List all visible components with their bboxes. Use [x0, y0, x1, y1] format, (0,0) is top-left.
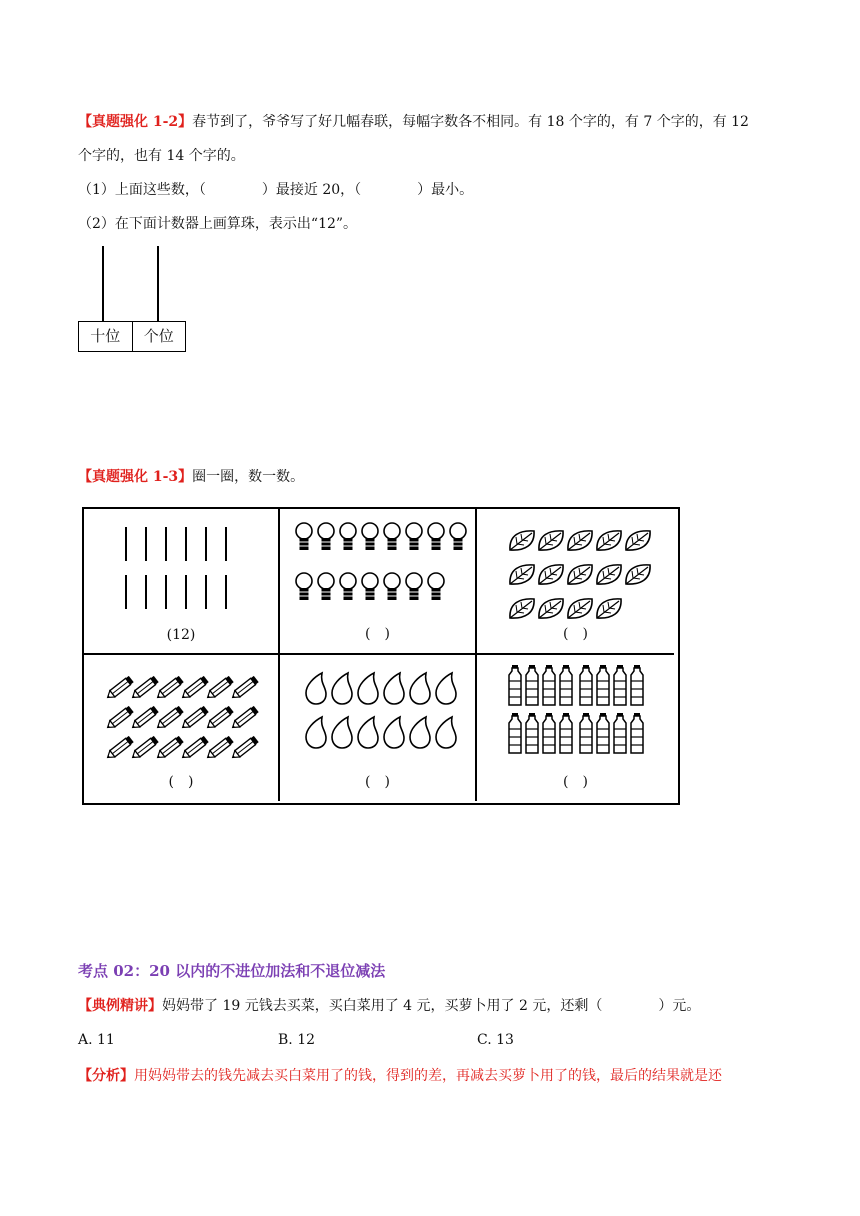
q12-line2: 个字的，也有 14 个字的。: [78, 148, 245, 164]
example-line: [78, 996, 700, 1016]
ones-label: 个位: [132, 322, 186, 351]
q13-tag: 【真题强化 1-3】: [78, 469, 193, 485]
cell-bulbs: [280, 509, 477, 655]
analysis-tag: 【分析】: [78, 1068, 134, 1084]
section-title: 考点 02：20 以内的不进位加法和不退位减法: [78, 962, 386, 980]
ones-rod[interactable]: [157, 246, 159, 322]
q13-text: 圈一圈，数一数。: [192, 469, 305, 485]
cell-pencils: [84, 655, 280, 801]
answer-3[interactable]: ( ): [563, 626, 588, 642]
cell-leaves: [477, 509, 674, 655]
answer-1[interactable]: (12): [166, 627, 196, 643]
answer-4[interactable]: ( ): [168, 774, 194, 790]
option-b[interactable]: B. 12: [278, 1032, 316, 1048]
option-a[interactable]: A. 11: [78, 1032, 115, 1048]
answer-6[interactable]: ( ): [563, 774, 588, 790]
tens-label: 十位: [90, 327, 121, 345]
option-c[interactable]: C. 13: [477, 1032, 514, 1048]
answer-5[interactable]: ( ): [365, 774, 390, 790]
cell-bottles: [477, 655, 674, 801]
analysis-text: 用妈妈带去的钱先减去买白菜用了的钱，得到的差，再减去买萝卜用了的钱，最后的结果就是还: [134, 1068, 722, 1084]
example-text: 妈妈带了 19 元钱去买菜，买白菜用了 4 元，买萝卜用了 2 元，还剩（ ）元。: [162, 998, 701, 1014]
q12-text-1: 春节到了，爷爷写了好几幅春联，每幅字数各不相同。有 18 个字的，有 7 个字的，有 12: [192, 114, 749, 130]
q12-sub1: （1）上面这些数，（ ）最接近 20，（ ）最小。: [78, 182, 474, 198]
count-grid: [82, 507, 680, 805]
cell-drops: [280, 655, 477, 801]
q12-line1: [78, 112, 749, 132]
q12-tag: 【真题强化 1-2】: [78, 114, 193, 130]
analysis-line: [78, 1066, 722, 1086]
q13-line: [78, 467, 304, 487]
answer-2[interactable]: ( ): [365, 626, 390, 642]
cell-tally: [84, 509, 280, 655]
tens-rod[interactable]: [102, 246, 104, 322]
q12-sub2: （2）在下面计数器上画算珠，表示出“12”。: [78, 216, 358, 232]
example-tag: 【典例精讲】: [78, 998, 162, 1014]
counting-frame[interactable]: [78, 246, 186, 352]
place-value-labels: [78, 321, 186, 352]
